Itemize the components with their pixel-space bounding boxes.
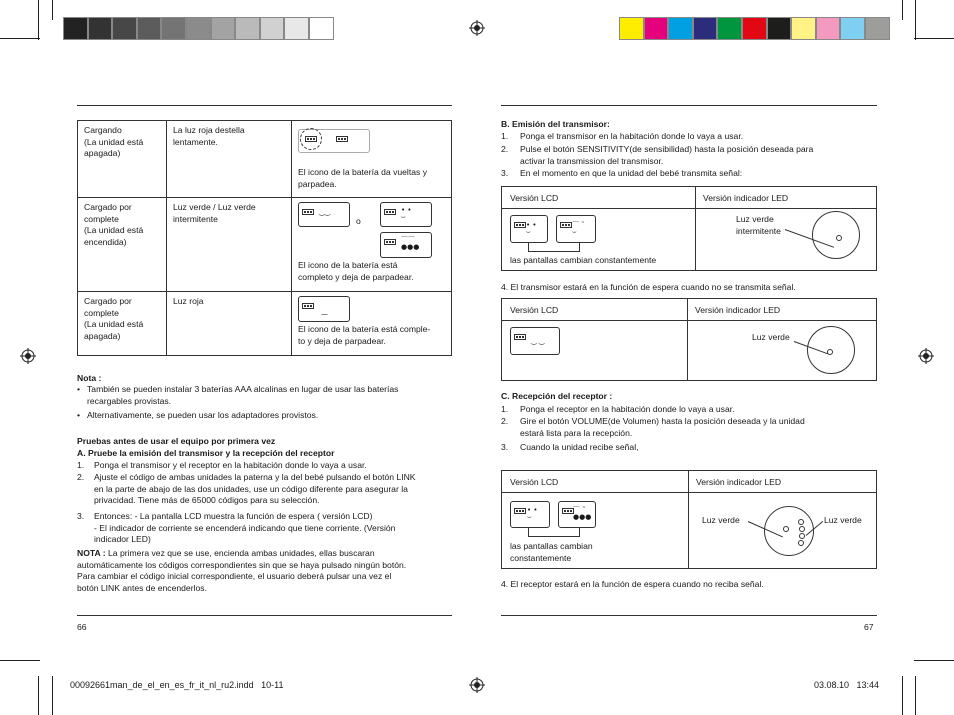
icon-description: El icono de la batería da vueltas y parpadea. [298, 167, 427, 189]
icon-description: El icono de la batería está comple- to y deja de parpadear. [298, 324, 431, 346]
step-number: 2. [501, 144, 509, 154]
step-text: Cuando la unidad recibe señal, [520, 442, 639, 452]
step-number: 3. [501, 442, 509, 452]
step-text: Ponga el receptor en la habitación donde lo vaya a usar. [520, 404, 735, 414]
registration-mark-icon [20, 348, 36, 364]
step-number: 2. [77, 472, 85, 482]
color-swatch [865, 17, 890, 40]
lcd-screen-icon: ‿ ‿ [510, 327, 560, 355]
color-swatch [112, 17, 137, 40]
state-cell: Cargado por complete (La unidad está apagada) [78, 292, 167, 356]
led-indicator-icon [783, 526, 789, 532]
footer-date: 03.08.10 13:44 [814, 680, 880, 690]
color-swatch [816, 17, 841, 40]
note-item: También se pueden instalar 3 baterías AAA alcalinas en lugar de usar las baterías recargables provistas. [87, 384, 399, 406]
color-swatch [260, 17, 285, 40]
color-swatch [644, 17, 669, 40]
lcd-screen-icon: • • ⌣ [510, 215, 548, 243]
icon-cell [292, 292, 452, 356]
light-cell: Luz verde / Luz verde intermitente [167, 198, 292, 292]
led-label: Luz verde intermitente [736, 214, 781, 236]
color-swatch [235, 17, 260, 40]
lcd-screen-icon: — [298, 296, 350, 322]
led-indicator-icon [827, 349, 833, 355]
col-lcd-header: Versión LCD [510, 193, 559, 203]
table-row [78, 121, 452, 198]
note-item: Alternativamente, se pueden usar los adaptadores provistos. [87, 410, 319, 420]
led-indicator-icon [836, 235, 842, 241]
color-swatch [742, 17, 767, 40]
color-swatch [186, 17, 211, 40]
color-swatch [88, 17, 113, 40]
bottom-rule-right [501, 615, 877, 616]
step-text: Ponga el transmisor en la habitación donde lo vaya a usar. [520, 131, 744, 141]
registration-mark-icon [469, 20, 485, 36]
table-row [78, 198, 452, 292]
charging-battery-icon [298, 125, 445, 167]
color-swatch [791, 17, 816, 40]
c-step4: 4. El receptor estará en la función de espera cuando no reciba señal. [501, 579, 764, 589]
led-label-left: Luz verde [702, 515, 740, 525]
standby-table [501, 298, 877, 381]
step-text: Ajuste el código de ambas unidades la paterna y la del bebé pulsando el botón LINK en la parte de abajo de las dos unidades, use un código diferente para asegurar la privacidad. Tiene más de 65000 códigos para su selección. [94, 472, 416, 505]
color-swatch [840, 17, 865, 40]
section-a-title: A. Pruebe la emisión del transmisor y la recepción del receptor [77, 448, 335, 458]
lcd-screen-icon: ⌒ ˜ ●●● [558, 501, 596, 528]
note-bullet: • [77, 384, 81, 394]
color-swatch [309, 17, 334, 40]
transmitter-table [501, 186, 877, 271]
b-step4: 4. El transmisor estará en la función de espera cuando no se transmita señal. [501, 282, 796, 292]
color-swatch [693, 17, 718, 40]
footer-file-info: 00092661man_de_el_en_es_fr_it_nl_ru2.indd 10-11 [70, 680, 284, 690]
table-row [78, 292, 452, 356]
note-bullet: • [77, 410, 81, 420]
step-number: 2. [501, 416, 509, 426]
col-led-header: Versión indicador LED [695, 305, 781, 315]
step-number: 1. [77, 460, 85, 470]
step-text: Gire el botón VOLUME(de Volumen) hasta la posición deseada y la unidad estará lista para la recepción. [520, 416, 805, 438]
lcd-screen-icon: • • ⌣ [380, 202, 432, 227]
icon-description: El icono de la batería está completo y deja de parpadear. [298, 260, 414, 282]
step-text: Ponga el transmisor y el receptor en la habitación donde lo vaya a usar. [94, 460, 367, 470]
sound-led-icon [799, 526, 805, 532]
state-cell: Cargado por complete (La unidad está encendida) [78, 198, 167, 292]
step-number: 3. [501, 168, 509, 178]
color-swatch [161, 17, 186, 40]
led-label: Luz verde [752, 332, 790, 342]
note-title: Nota : [77, 373, 102, 383]
sound-led-icon [799, 533, 805, 539]
color-swatch [284, 17, 309, 40]
section-b-title: B. Emisión del transmisor: [501, 119, 610, 129]
page-number-right: 67 [864, 622, 874, 632]
step-number: 1. [501, 404, 509, 414]
lcd-screen-icon: ⌒ ˜ ⌣ [556, 215, 596, 243]
icon-cell [292, 198, 452, 292]
receiver-table [501, 470, 877, 569]
color-swatch [63, 17, 88, 40]
light-cell: La luz roja destella lentamente. [167, 121, 292, 198]
nota-text: La primera vez que se use, encienda ambas unidades, ellas buscaran automáticamente los códigos correspondientes sin que se haya pulsado ningún botón. Para cambiar el código inicial correspondiente, el usuario deberá pulsar una vez el botón LINK antes de encenderlos. [77, 548, 407, 593]
top-rule-right [501, 105, 877, 106]
bottom-rule-left [77, 615, 452, 616]
step-text: Pulse el botón SENSITIVITY(de sensibilidad) hasta la posición deseada para activar la transmission del transmisor. [520, 144, 814, 166]
registration-mark-icon [918, 348, 934, 364]
lcd-screen-icon: • • ⌣ [510, 501, 550, 528]
icon-cell [292, 121, 452, 198]
col-lcd-header: Versión LCD [510, 477, 559, 487]
tests-title: Pruebas antes de usar el equipo por primera vez [77, 436, 276, 446]
color-swatch [137, 17, 162, 40]
lcd-screen-icon: ‿‿ [298, 202, 350, 227]
step-number: 1. [501, 131, 509, 141]
nota-label: NOTA : [77, 548, 106, 558]
sound-led-icon [798, 519, 804, 525]
step-number: 3. [77, 511, 85, 521]
state-cell: Cargando (La unidad está apagada) [78, 121, 167, 198]
sound-led-icon [798, 540, 804, 546]
caption-bracket [528, 243, 580, 252]
step-text: En el momento en que la unidad del bebé transmita señal: [520, 168, 743, 178]
lcd-caption: las pantallas cambian constantemente [510, 255, 657, 265]
top-rule-left [77, 105, 452, 106]
lcd-caption: las pantallas cambian constantemente [510, 541, 593, 563]
charging-status-table [77, 120, 452, 356]
col-led-header: Versión indicador LED [696, 477, 782, 487]
lcd-screen-icon: ⌒⌒ ●●● [380, 232, 432, 258]
nota-paragraph [77, 548, 452, 594]
color-swatch [767, 17, 792, 40]
section-c-title: C. Recepción del receptor : [501, 391, 613, 401]
registration-mark-icon [469, 677, 485, 693]
color-swatch [211, 17, 236, 40]
color-swatch [717, 17, 742, 40]
col-led-header: Versión indicador LED [703, 193, 789, 203]
color-swatch [619, 17, 644, 40]
page-number-left: 66 [77, 622, 87, 632]
caption-bracket [528, 528, 580, 537]
col-lcd-header: Versión LCD [510, 305, 559, 315]
led-label-right: Luz verde [824, 515, 862, 525]
color-swatch [668, 17, 693, 40]
step-text: Entonces: - La pantalla LCD muestra la función de espera ( versión LCD) - El indicador de corriente se encenderá indicando que tiene corriente. (Versión indicador LED) [94, 511, 396, 544]
light-cell: Luz roja [167, 292, 292, 356]
or-label: o [356, 216, 361, 226]
